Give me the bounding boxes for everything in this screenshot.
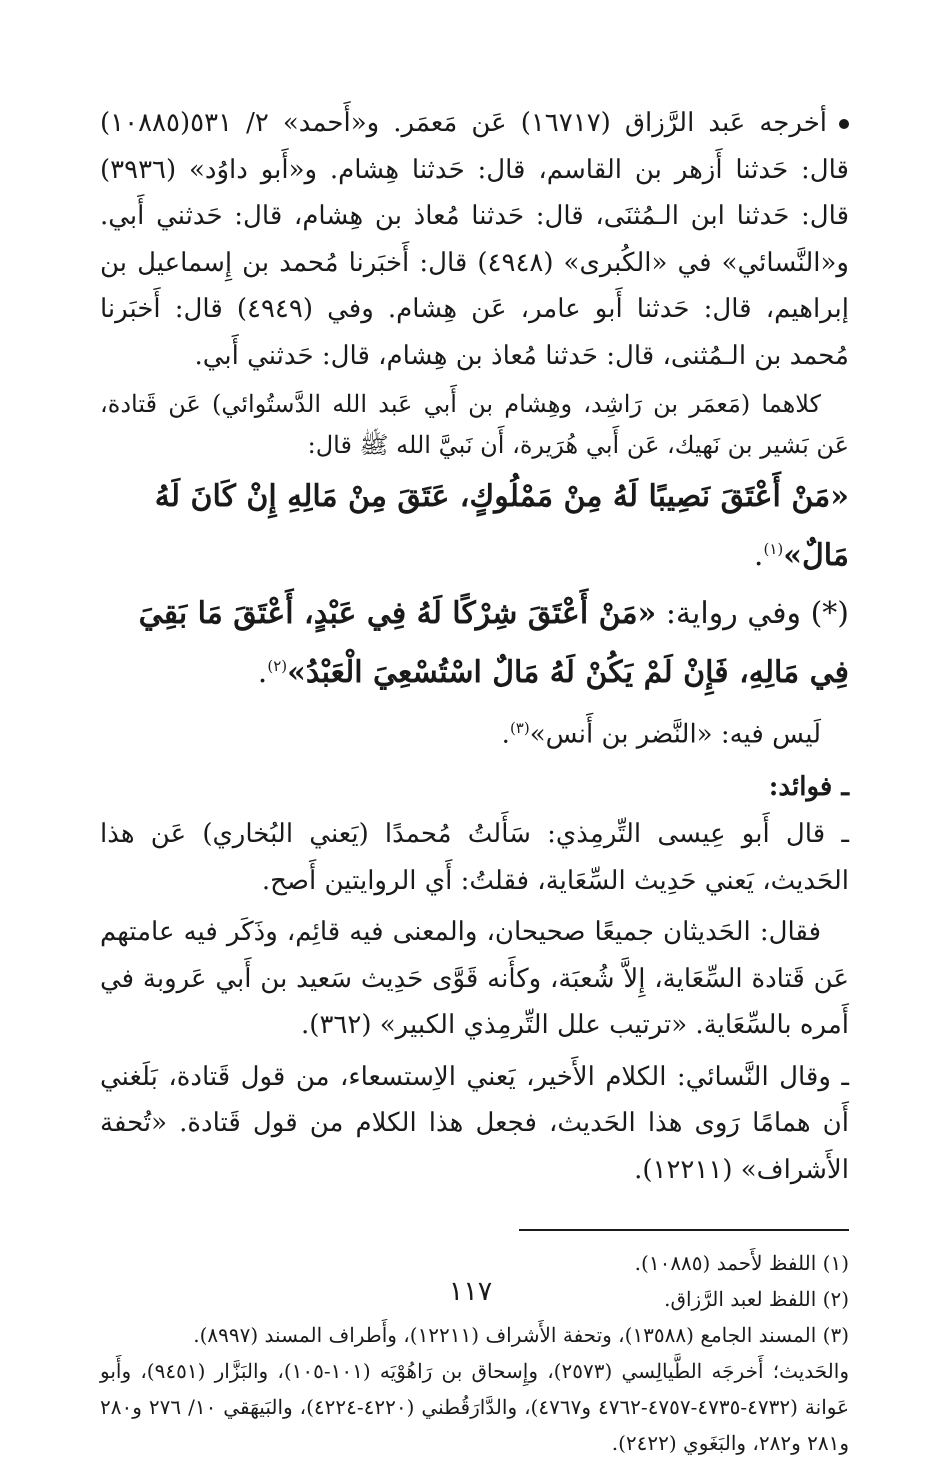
hadith-text-1: «مَنْ أَعْتَقَ نَصِيبًا لَهُ مِنْ مَمْلُوكٍ، عَتَقَ مِنْ مَالِهِ إِنْ كَانَ لَهُ مَالٌ»$^{(١)}$.: [154, 479, 849, 573]
footnote-separator: [519, 1229, 849, 1231]
takhrij-paragraph: [100, 100, 849, 379]
chain-paragraph: كلاهما (مَعمَر بن رَاشِد، وهِشام بن أَبي عَبد الله الدَّستُوائي) عَن قَتادة، عَن بَشير بن نَهيك، عَن أَبي هُرَيرة، أَن نَبيَّ الله ﷺ قال:: [100, 390, 849, 459]
bukhari-answer-paragraph: فقال: الحَديثان جميعًا صحيحان، والمعنى فيه قائِم، وذَكَر فيه عامتهم عَن قَتادة السِّعَاية، إِلاَّ شُعبَة، وكأَنه قَوَّى حَدِيث سَعيد بن أَبي عَروبة في أَمره بالسِّعَاية. «ترتيب علل التِّرمِذي الكبير» (٣٦٢).: [100, 917, 849, 1041]
footnote-3: (٣) المسند الجامع (١٣٥٨٨)، وتحفة الأَشراف (١٢٢١١)، وأَطراف المسند (٨٩٩٧).: [193, 1323, 849, 1348]
bullet-icon: [839, 119, 849, 129]
footnote-ref-3: (٣): [509, 719, 530, 737]
footnote-1: (١) اللفظ لأَحمد (١٠٨٨٥).: [634, 1251, 849, 1276]
note-text: لَيس فيه: «النَّضر بن أَنس»: [529, 719, 821, 750]
tirmidhi-question-paragraph: ـ قال أَبو عِيسى التِّرمِذي: سَأَلتُ مُحمدًا (يَعني البُخاري) عَن هذا الحَديث، يَعني حَدِيث السِّعَاية، فقلتُ: أَي الروايتين أَصح.: [100, 819, 849, 896]
footnote-ref-2: (٢): [267, 657, 288, 675]
hadith-quote-2: «مَنْ أَعْتَقَ شِرْكًا لَهُ فِي عَبْدٍ، أَعْتَقَ مَا بَقِيَ فِي مَالِهِ، فَإِنْ لَمْ يَكُنْ لَهُ مَالٌ اسْتُسْعِيَ الْعَبْدُ»: [138, 596, 849, 690]
note-paragraph: لَيس فيه: «النَّضر بن أَنس»$^{(٣)}$.: [501, 719, 821, 750]
footnote-ref-1: (١): [763, 540, 784, 558]
footnote-2: (٢) اللفظ لعبد الرَّزاق.: [664, 1287, 849, 1312]
takhrij-text: أخرجه عَبد الرَّزاق (١٦٧١٧) عَن مَعمَر. و«أَحمد» ٢/ ٥٣١(١٠٨٨٥) قال: حَدثنا أَزهر بن القاسم، قال: حَدثنا هِشام. و«أَبو داوُد» (٣٩٣٦) قال: حَدثنا ابن الـمُثنَى، قال: حَدثنا مُعاذ بن هِشام، قال: حَدثني أَبي. و«النَّسائي» في «الكُبرى» (٤٩٤٨) قال: أَخبَرنا مُحمد بن إِسماعيل بن إبراهيم، قال: حَدثنا أَبو عامر، عَن هِشام. وفي (٤٩٤٩) قال: أَخبَرنا مُحمد بن الـمُثنى، قال: حَدثنا مُعاذ بن هِشام، قال: حَدثني أَبي.: [100, 108, 849, 371]
nasai-paragraph: ـ وقال النَّسائي: الكلام الأَخير، يَعني الاِستسعاء، من قول قَتادة، بَلَغني أَن همامًا رَوى هذا الحَديث، فجعل هذا الكلام من قول قَتادة. «تُحفة الأَشراف» (١٢٢١١).: [100, 1061, 849, 1185]
page-number: ١١٧: [448, 1276, 493, 1307]
benefits-heading: ـ فوائد:: [768, 772, 849, 803]
narration-intro: (*) وفي رواية:: [665, 596, 849, 631]
hadith-text-2: (*) وفي رواية: «مَنْ أَعْتَقَ شِرْكًا لَهُ فِي عَبْدٍ، أَعْتَقَ مَا بَقِيَ فِي مَالِهِ، فَإِنْ لَمْ يَكُنْ لَهُ مَالٌ اسْتُسْعِيَ الْعَبْدُ»$^{(٢)}$.: [138, 596, 849, 690]
footnote-3-continued: والحَديث؛ أَخرجَه الطَّيالِسي (٢٥٧٣)، وإِسحاق بن رَاهُوْيَه (١٠١-١٠٥)، والبَزَّار (٩٤٥١)، وأَبو عَوانة (٤٧٣٢-٤٧٣٥-٤٧٥٧-٤٧٦٢ و٤٧٦٧)، والدَّارَقُطني (٤٢٢٠-٤٢٢٤)، والبَيهَقي ١٠/ ٢٧٦ و٢٨٠ و٢٨١ و٢٨٢، والبَغَوي (٢٤٢٢).: [100, 1359, 850, 1456]
hadith-quote-1: «مَنْ أَعْتَقَ نَصِيبًا لَهُ مِنْ مَمْلُوكٍ، عَتَقَ مِنْ مَالِهِ إِنْ كَانَ لَهُ مَالٌ»: [154, 479, 849, 573]
